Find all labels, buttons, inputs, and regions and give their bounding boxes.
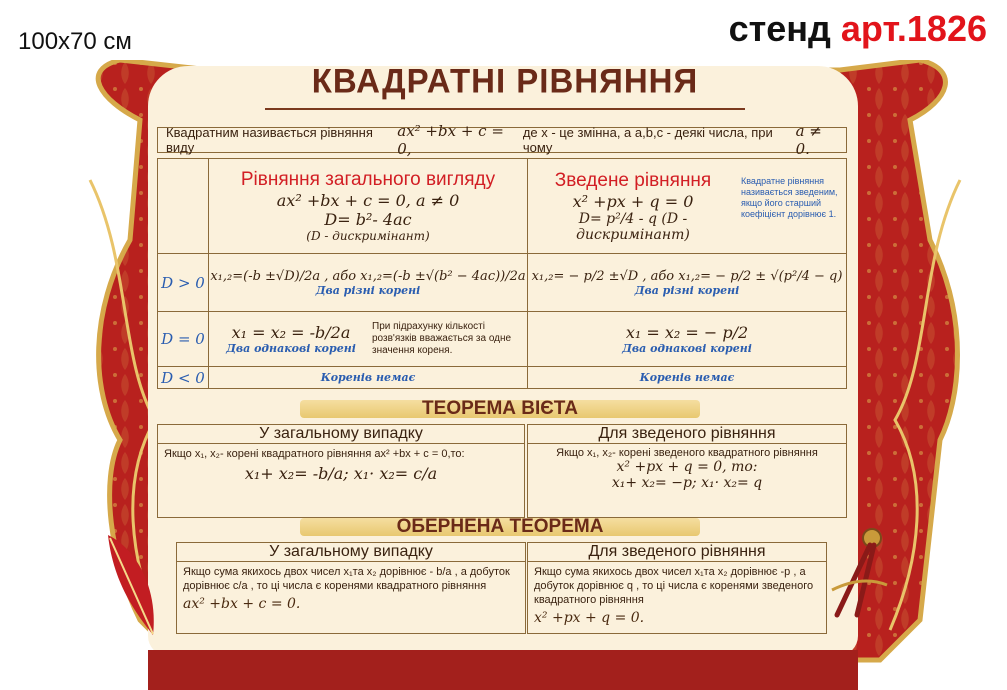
page-title: КВАДРАТНІ РІВНЯННЯ xyxy=(311,61,699,100)
general-cell xyxy=(209,159,528,254)
reduced-zero-roots: x₁ = x₂ = − p/2 xyxy=(625,323,749,342)
bottom-band xyxy=(148,650,858,690)
vieta-reduced-equation: x² +px + q = 0, то: xyxy=(616,459,758,475)
stand-size: 100x70 см xyxy=(18,28,132,55)
vieta-reduced-text: Якщо x₁, x₂- корені зведеного квадратного рівняння xyxy=(556,447,818,459)
converse-general-box xyxy=(176,542,526,634)
vieta-title: ТЕОРЕМА ВІЄТА xyxy=(422,398,578,419)
general-zero-label: Два однакові корені xyxy=(226,342,356,355)
reduced-equation: x² +px + q = 0 xyxy=(572,191,694,211)
general-zero-note: При підрахунку кількості розв'язків вважається за одне значення кореня. xyxy=(372,321,512,356)
reduced-cell xyxy=(528,159,847,254)
reduced-positive-label: Два різні корені xyxy=(634,283,740,297)
converse-general-heading: У загальному випадку xyxy=(177,543,525,562)
table-row xyxy=(158,367,847,389)
converse-general-text: Якщо сума якихось двох чисел x₁та x₂ дорівнює - b/a , а добуток дорівнює c/a , то ці числа є коренями квадратного рівняння xyxy=(183,566,510,592)
definition-condition: a ≠ 0. xyxy=(795,122,822,158)
converse-reduced-heading: Для зведеного рівняння xyxy=(528,543,826,562)
converse-reduced-equation: x² +px + q = 0. xyxy=(534,610,645,626)
general-negative-label: Коренів немає xyxy=(209,367,528,389)
article-label xyxy=(729,8,987,50)
table-row xyxy=(158,254,847,312)
vieta-reduced-box xyxy=(527,424,847,518)
general-zero-roots: x₁ = x₂ = -b/2a xyxy=(231,323,351,342)
converse-reduced-text: Якщо сума якихось двох чисел x₁та x₂ дорівнює -p , а добуток дорівнює q , то ці числа є коренями зведеного квадратного рівняння xyxy=(534,566,814,606)
table-row xyxy=(158,159,847,254)
definition-text: Квадратним називається рівняння виду xyxy=(166,125,373,155)
equations-table xyxy=(157,158,847,389)
general-positive-label: Два різні корені xyxy=(315,283,421,297)
vieta-reduced-formula: x₁+ x₂= −p; x₁· x₂= q xyxy=(611,475,763,491)
condition-negative: D < 0 xyxy=(158,367,209,389)
vieta-reduced-heading: Для зведеного рівняння xyxy=(528,425,846,444)
vieta-general-text: Якщо x₁, x₂- корені квадратного рівняння ax² +bx + c = 0,то: xyxy=(164,448,465,460)
condition-positive: D > 0 xyxy=(158,254,209,312)
general-discriminant: D= b²- 4ac xyxy=(324,210,412,229)
converse-title: ОБЕРНЕНА ТЕОРЕМА xyxy=(396,516,604,537)
general-heading: Рівняння загального вигляду xyxy=(240,169,496,190)
reduced-heading: Зведене рівняння xyxy=(554,169,712,191)
compass-icon xyxy=(812,520,892,620)
reduced-zero-label: Два однакові корені xyxy=(622,342,752,355)
vieta-general-formula: x₁+ x₂= -b/a; x₁· x₂= c/a xyxy=(244,464,438,483)
definition-middle: де x - це змінна, а a,b,c - деякі числа, при чому xyxy=(522,125,773,155)
converse-general-equation: ax² +bx + c = 0. xyxy=(183,596,301,612)
reduced-zero-cell xyxy=(528,312,847,367)
definition-box xyxy=(157,122,847,158)
general-positive-cell xyxy=(209,254,528,312)
general-zero-cell xyxy=(209,312,528,367)
quill-icon xyxy=(98,530,168,640)
reduced-discriminant: D= p²/4 - q (D - дискримінант) xyxy=(576,210,690,243)
converse-reduced-box xyxy=(527,542,827,634)
reduced-positive-roots: x₁,₂= − p/2 ±√D , або x₁,₂= − p/2 ± √(p²/4 − q) xyxy=(531,268,843,284)
reduced-note: Квадратне рівняння називається зведеним, якщо його старший коефіцієнт дорівнює 1. xyxy=(741,175,838,219)
table-row xyxy=(158,312,847,367)
article-number: арт.1826 xyxy=(840,8,987,49)
condition-zero: D = 0 xyxy=(158,312,209,367)
general-equation: ax² +bx + c = 0, a ≠ 0 xyxy=(276,191,460,210)
general-positive-roots: x₁,₂=(-b ±√D)/2a , або x₁,₂=(-b ±√(b² − 4ac))/2a xyxy=(210,268,526,284)
vieta-general-box xyxy=(157,424,525,518)
vieta-general-heading: У загальному випадку xyxy=(158,425,524,444)
title-underline xyxy=(265,108,745,110)
general-discriminant-note: (D - дискримінант) xyxy=(306,229,430,243)
reduced-positive-cell xyxy=(528,254,847,312)
reduced-negative-label: Коренів немає xyxy=(528,367,847,389)
definition-formula: ax² +bx + c = 0, xyxy=(397,122,504,158)
product-label: стенд xyxy=(728,8,831,49)
empty-cell xyxy=(158,159,209,254)
